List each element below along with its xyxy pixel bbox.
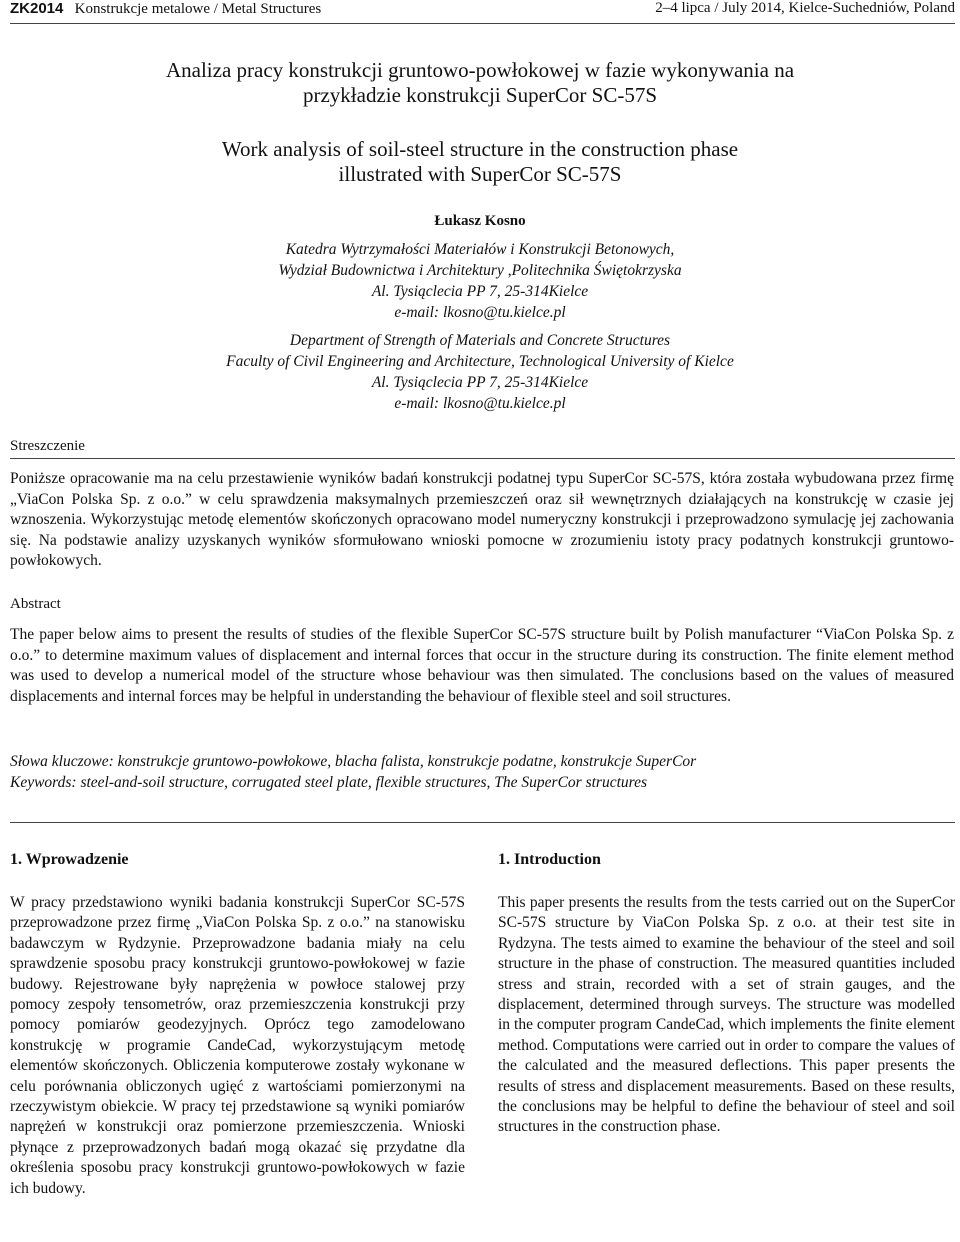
streszczenie-text: Poniższe opracowanie ma na celu przestawienie wyników badań konstrukcji podatnej typu SuperCor SC-57S, która została wybudowana przez firmę „ViaCon Polska Sp. z o.o.” w celu sprawdzenia maksymalnych przemieszczeń oraz sił wewnętrznych działających na konstrukcję w czasie jej wznoszenia. Wykorzystując metodę elementów skończonych opracowano model numeryczny konstrukcji i przeprowadzono symulację jej zachowania się. Na podstawie analizy uzyskanych wyników sformułowano wnioski pomocne w zrozumieniu istoty pracy podatnych konstrukcji gruntowo-powłokowych. [10,470,954,570]
abstract-rule [10,458,955,459]
section-heading-english: 1. Introduction [498,851,601,868]
title-english-line2: illustrated with SuperCor SC-57S [338,162,622,186]
affiliation-pl-address: Al. Tysiąclecia PP 7, 25-314Kielce [371,283,589,300]
section-heading-polish: 1. Wprowadzenie [10,851,129,868]
streszczenie-label: Streszczenie [10,438,85,454]
affiliation-en-line2: Faculty of Civil Engineering and Architecture, Technological University of Kielce [226,353,734,370]
affiliation-pl-line1: Katedra Wytrzymałości Materiałów i Konstrukcji Betonowych, [285,241,675,258]
header-series: Konstrukcje metalowe / Metal Structures [74,1,322,17]
affiliation-pl-email: e-mail: lkosno@tu.kielce.pl [394,304,566,321]
abstract-text: The paper below aims to present the results of studies of the flexible SuperCor SC-57S structure built by Polish manufacturer “ViaCon Polska Sp. z o.o.” to determine maximum values of displacement and internal forces that occur in the structure during its construction. The finite element method was used to develop a numerical model of the structure whose behaviour was then simulated. The conclusions based on the values of measured displacements and internal forces may be helpful in understanding the behaviour of flexible steel and soil structures. [10,626,954,705]
affiliation-en-email: e-mail: lkosno@tu.kielce.pl [394,395,566,412]
conference-code: ZK2014 [10,0,64,17]
affiliation-pl-line2: Wydział Budownictwa i Architektury ,Politechnika Świętokrzyska [278,262,682,279]
abstract-label: Abstract [10,596,61,612]
affiliation-english [0,330,960,414]
affiliation-polish [0,239,960,323]
title-polish-line2: przykładzie konstrukcji SuperCor SC-57S [302,83,658,107]
keywords-polish: Słowa kluczowe: konstrukcje gruntowo-powłokowe, blacha falista, konstrukcje podatne, konstrukcje SuperCor [10,753,697,770]
title-english [0,137,960,187]
affiliation-en-line1: Department of Strength of Materials and Concrete Structures [289,332,671,349]
section-rule [10,822,955,823]
header-date-place: 2–4 lipca / July 2014, Kielce-Suchedniów, Poland [655,0,955,16]
title-polish-line1: Analiza pracy konstrukcji gruntowo-powłokowej w fazie wykonywania na [165,58,795,82]
title-polish [0,58,960,108]
keywords [10,752,954,793]
affiliation-en-address: Al. Tysiąclecia PP 7, 25-314Kielce [371,374,589,391]
running-header [10,0,955,22]
author-name: Łukasz Kosno [434,213,526,229]
header-rule [10,23,955,24]
header-left [10,0,321,18]
section-text-polish: W pracy przedstawiono wyniki badania konstrukcji SuperCor SC-57S przeprowadzone przez firmę „ViaCon Polska Sp. z o.o.” na stanowisku badawczym w Rydzynie. Przeprowadzone badania miały na celu sprawdzenie sposobu pracy konstrukcji gruntowo-powłokowej w fazie budowy. Rejestrowane były naprężenia w powłoce stalowej przy pomocy zespoły tensometrów, oraz przemieszczenia konstrukcji przy pomocy pomiarów geodezyjnych. Oprócz tego zamodelowano konstrukcję w programie CandeCad, wykorzystującym metodę elementów skończonych. Obliczenia komputerowe zostały wykonane w celu porównania obliczonych ugięć z wartościami pomierzonymi na rzeczywistym obiekcie. W pracy tej przedstawione są wyniki pomiarów naprężeń w konstrukcji oraz pomierzone przemieszczenia. Wnioski płynące z przeprowadzonych badań mogą okazać się przydatne dla określenia sposobu pracy konstrukcji gruntowo-powłokowych w fazie ich budowy. [10,894,465,1197]
section-text-english: This paper presents the results from the tests carried out on the SuperCor SC-57S structure by ViaCon Polska Sp. z o.o. at their test site in Rydzyna. The tests aimed to examine the behaviour of the steel and soil structure in the phase of construction. The measured quantities included stress and strain, recorded with a set of strain gauges, and the displacement, determined through surveys. The structure was modelled in the computer program CandeCad, which implements the finite element method. Computations were carried out in order to compare the values of the calculated and the measured deflections. This paper presents the results of stress and displacement measurements. Based on these results, the conclusions may be helpful to define the behaviour of steel and soil structures in the construction phase. [498,894,955,1136]
title-english-line1: Work analysis of soil-steel structure in the construction phase [221,137,739,161]
keywords-english: Keywords: steel-and-soil structure, corrugated steel plate, flexible structures, The SuperCor structures [10,773,647,791]
